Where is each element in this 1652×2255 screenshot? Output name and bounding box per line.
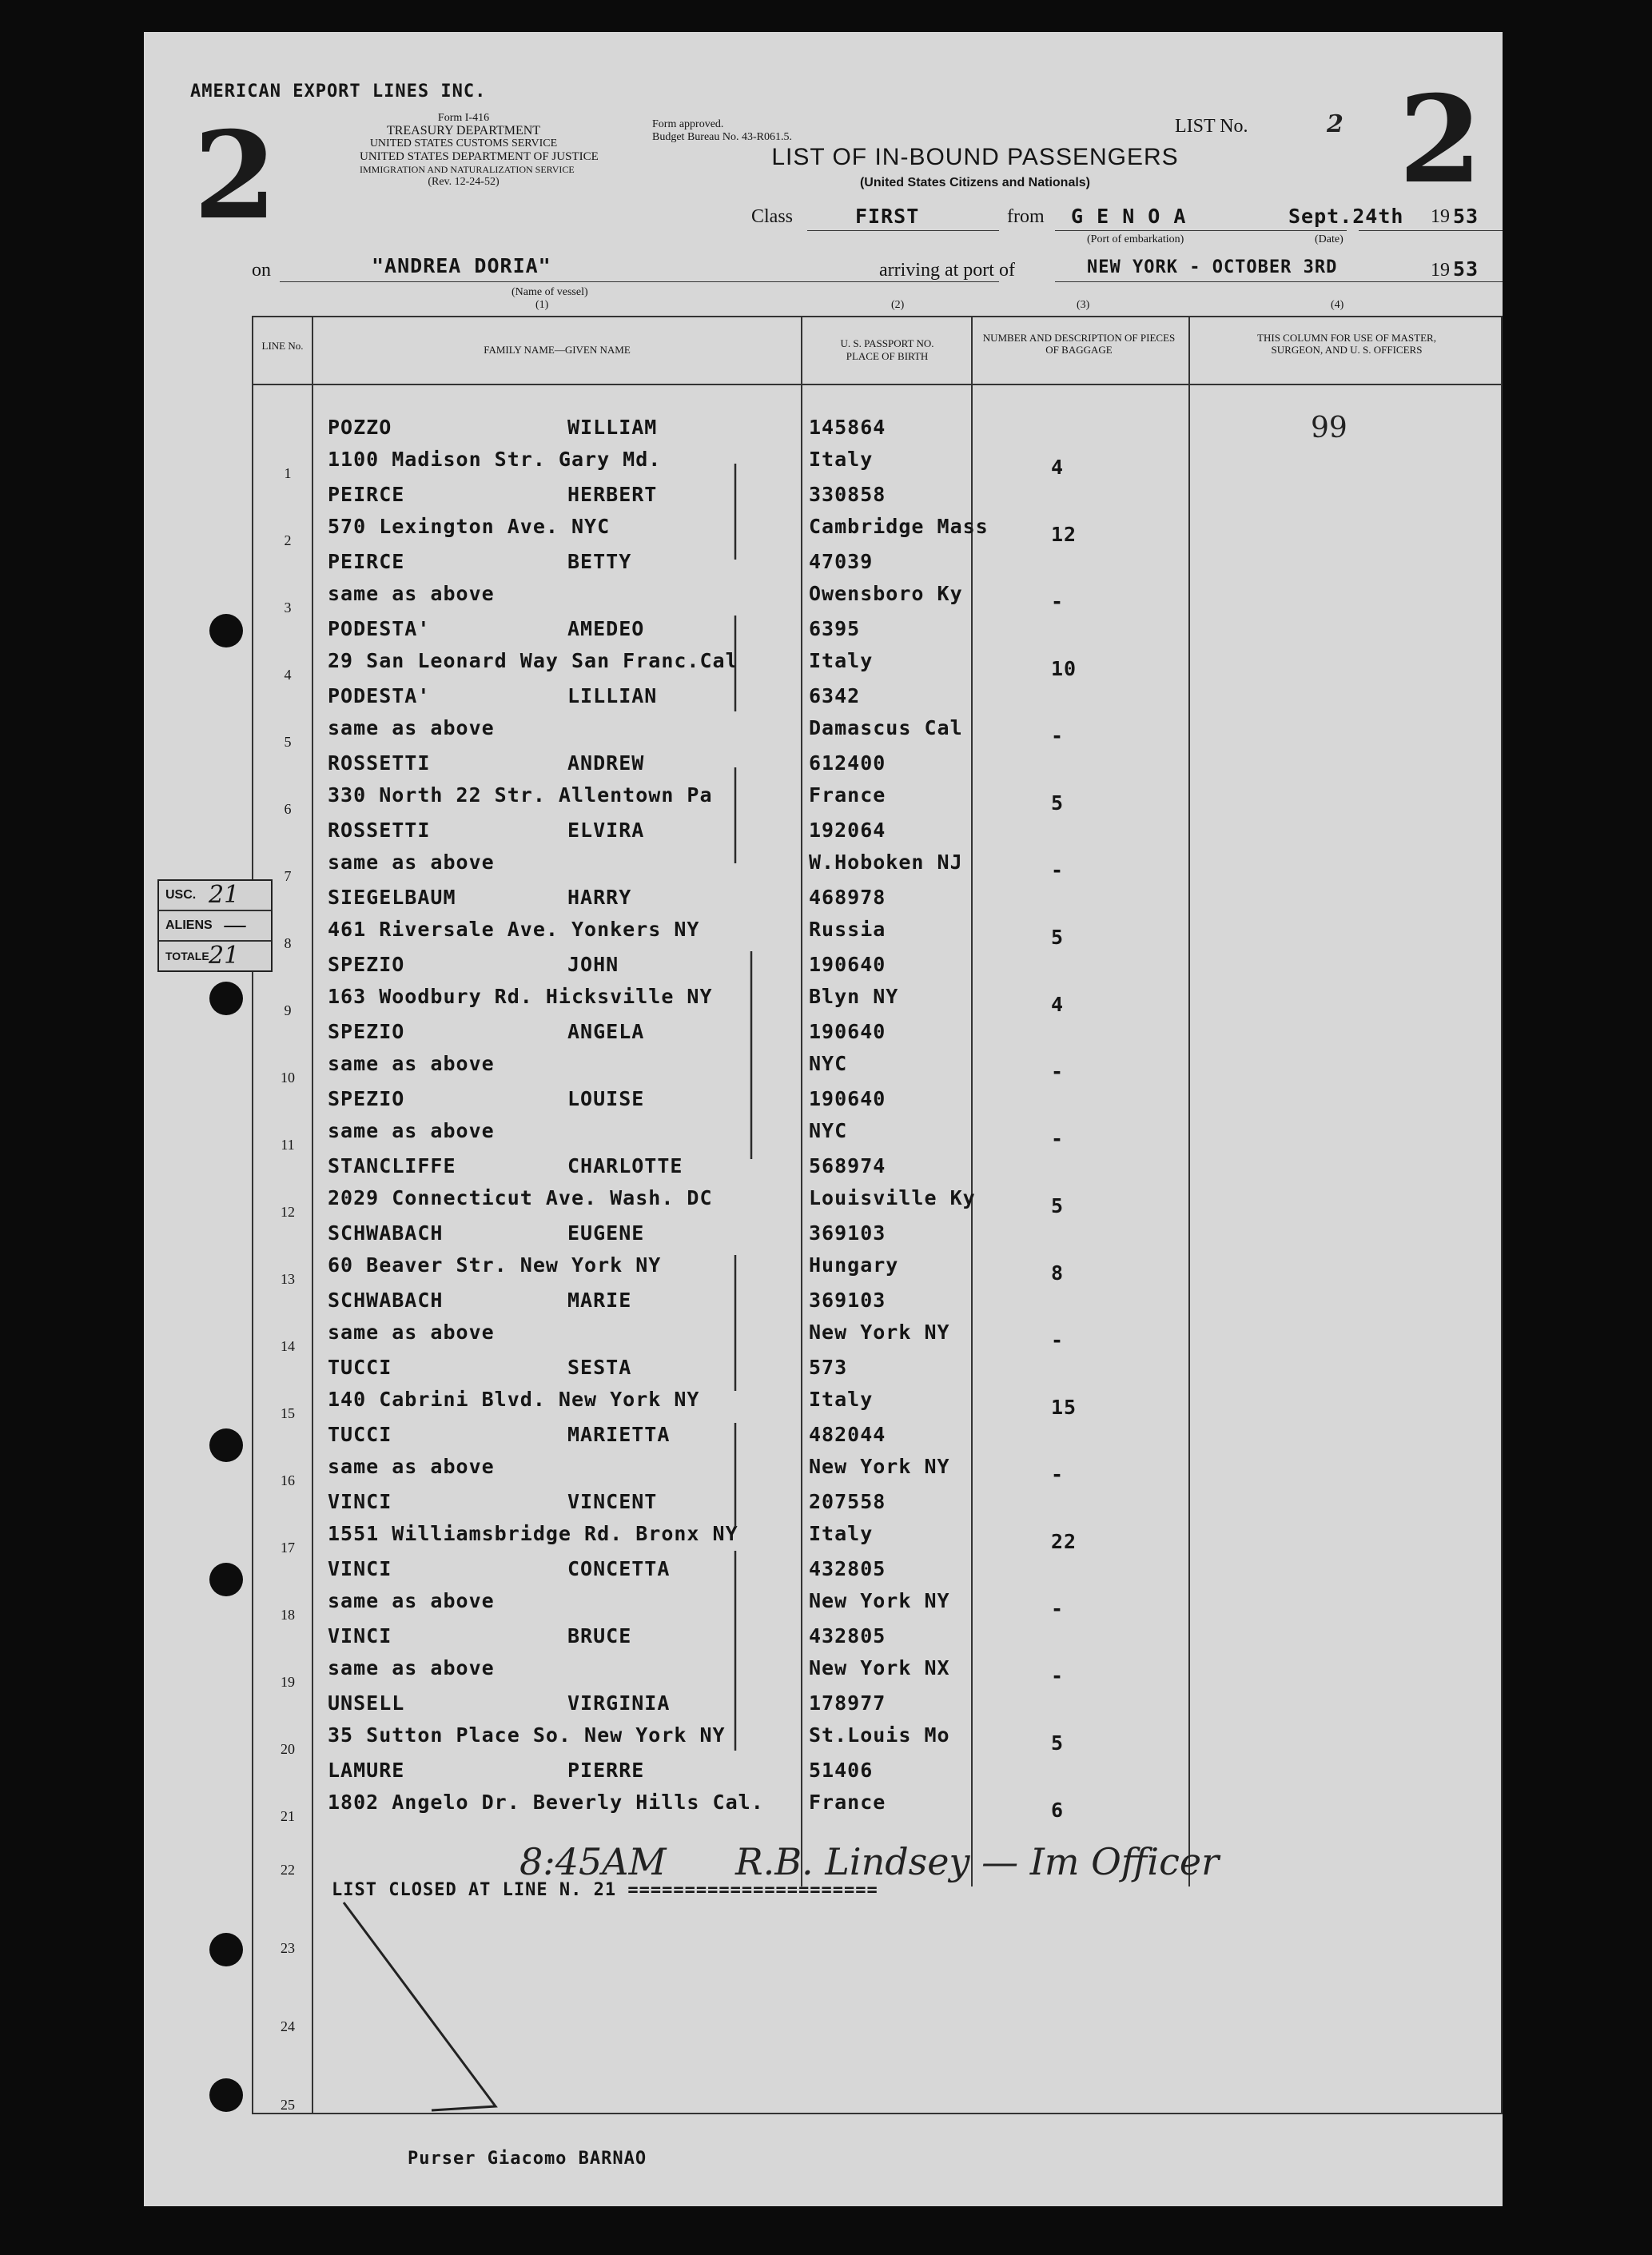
passenger-given-name: HERBERT [567,483,658,506]
line-number: 13 [281,1271,295,1287]
punch-hole [209,2078,243,2112]
punch-hole [209,614,243,647]
line-number: 12 [281,1204,295,1220]
passenger-address: 2029 Connecticut Ave. Wash. DC [328,1186,713,1209]
vessel-caption: (Name of vessel) [512,286,588,298]
line-number: 19 [281,1674,295,1690]
passenger-address: 140 Cabrini Blvd. New York NY [328,1388,700,1411]
place-of-birth: NYC [809,1052,848,1075]
approval-info: Form approved. Budget Bureau No. 43-R061.5. [652,118,792,143]
passenger-given-name: PIERRE [567,1759,645,1782]
passenger-family-name: PODESTA' [328,617,431,640]
baggage-count: - [1051,1597,1065,1620]
passport-number: 369103 [809,1221,886,1245]
passenger-family-name: PODESTA' [328,684,431,707]
list-no-label: LIST No. [1175,116,1248,137]
line-number: 5 [284,734,292,750]
baggage-count: - [1051,1329,1065,1352]
vessel-name: "ANDREA DORIA" [372,254,551,277]
arriving-label: arriving at port of [879,260,1015,281]
passport-number: 330858 [809,483,886,506]
passenger-family-name: SPEZIO [328,1087,405,1110]
passenger-address: 570 Lexington Ave. NYC [328,515,611,538]
place-of-birth: Louisville Ky [809,1186,976,1209]
place-of-birth: Russia [809,918,886,941]
officer-note: 99 [1311,412,1347,444]
passport-number: 482044 [809,1423,886,1446]
passport-number: 573 [809,1356,848,1379]
line-number: 6 [284,801,292,817]
passenger-family-name: PEIRCE [328,483,405,506]
total-count: TOTALE 21 [165,942,240,970]
passenger-family-name: TUCCI [328,1356,392,1379]
passport-number: 190640 [809,953,886,976]
line-number: 7 [284,868,292,884]
passenger-family-name: UNSELL [328,1691,405,1715]
col-divider-officers [1188,316,1190,1886]
passport-number: 190640 [809,1087,886,1110]
line-number: 10 [281,1070,295,1086]
usc-count: USC. 21 [159,881,271,911]
company-name: AMERICAN EXPORT LINES INC. [190,82,487,102]
baggage-count: 5 [1051,1731,1065,1755]
arriving-year-suffix: 53 [1453,257,1479,281]
col-header-line-no: LINE No. [261,340,304,352]
line-number: 22 [281,1862,295,1878]
passenger-family-name: LAMURE [328,1759,405,1782]
date-underline [1359,230,1503,231]
col-caption-1: (1) [535,299,549,311]
passenger-address: same as above [328,1119,495,1142]
passenger-given-name: VIRGINIA [567,1691,671,1715]
passenger-family-name: ROSSETTI [328,751,431,775]
baggage-count: 10 [1051,657,1077,680]
arriving-underline [1055,281,1503,282]
passenger-family-name: STANCLIFFE [328,1154,456,1177]
form-info: Form I-416 TREASURY DEPARTMENT UNITED STATES CUSTOMS SERVICE UNITED STATES DEPARTMENT OF JUSTICE IMMIGRATION AND NATURALIZATION SERVICE (Rev. 12-24-52) [360,112,599,188]
line-number: 21 [281,1808,295,1824]
cancel-strike [336,1894,527,2134]
passenger-given-name: MARIETTA [567,1423,671,1446]
list-no-value: 2 [1327,110,1343,138]
passenger-address: 1551 Williamsbridge Rd. Bronx NY [328,1522,738,1545]
vessel-underline [280,281,999,282]
big-number-left: 2 [193,106,277,246]
page-subtitle: (United States Citizens and Nationals) [859,176,1091,189]
baggage-count: 15 [1051,1396,1077,1419]
line-number: 14 [281,1338,295,1354]
passenger-given-name: EUGENE [567,1221,645,1245]
passenger-given-name: LILLIAN [567,684,658,707]
col-caption-2: (2) [891,299,905,311]
class-underline [807,230,999,231]
officer-signature: R.B. Lindsey — Im Officer [735,1840,1220,1883]
passport-number: 6395 [809,617,861,640]
punch-hole [209,1563,243,1596]
place-of-birth: NYC [809,1119,848,1142]
passport-number: 468978 [809,886,886,909]
passenger-given-name: BETTY [567,550,632,573]
passport-number: 6342 [809,684,861,707]
place-of-birth: France [809,783,886,807]
line-number: 8 [284,935,292,951]
place-of-birth: Damascus Cal [809,716,963,739]
from-underline [1055,230,1347,231]
aliens-count: ALIENS — [159,911,271,942]
line-number: 15 [281,1405,295,1421]
place-of-birth: Blyn NY [809,985,899,1008]
passenger-given-name: SESTA [567,1356,632,1379]
passport-number: 612400 [809,751,886,775]
place-of-birth: W.Hoboken NJ [809,851,963,874]
passenger-family-name: ROSSETTI [328,819,431,842]
arriving-value: NEW YORK - OCTOBER 3RD [1087,257,1338,277]
passenger-given-name: VINCENT [567,1490,658,1513]
passenger-address: same as above [328,1052,495,1075]
place-of-birth: New York NY [809,1321,950,1344]
passenger-address: 461 Riversale Ave. Yonkers NY [328,918,700,941]
line-number: 4 [284,667,292,683]
col-caption-3: (3) [1077,299,1090,311]
line-number: 1 [284,465,292,481]
passenger-given-name: CONCETTA [567,1557,671,1580]
punch-hole [209,1428,243,1462]
col-header-passport: U. S. PASSPORT NO. PLACE OF BIRTH [840,337,934,362]
passenger-family-name: VINCI [328,1490,392,1513]
baggage-count: 4 [1051,993,1065,1016]
col-header-officers: THIS COLUMN FOR USE OF MASTER, SURGEON, AND U. S. OFFICERS [1257,332,1436,356]
class-label: Class [751,206,794,227]
passenger-address: 163 Woodbury Rd. Hicksville NY [328,985,713,1008]
passenger-address: same as above [328,1656,495,1679]
passenger-given-name: BRUCE [567,1624,632,1647]
passenger-given-name: LOUISE [567,1087,645,1110]
closing-text: LIST CLOSED AT LINE N. 21 ====================== [332,1880,878,1900]
date-value: Sept.24th [1288,205,1404,228]
line-number: 2 [284,532,292,548]
baggage-count: - [1051,1127,1065,1150]
punch-hole [209,1933,243,1966]
baggage-count: - [1051,1463,1065,1486]
passenger-address: 29 San Leonard Way San Franc.Cal [328,649,738,672]
passenger-family-name: VINCI [328,1624,392,1647]
passenger-address: 35 Sutton Place So. New York NY [328,1723,726,1747]
col-divider-line [312,316,313,2114]
year-suffix: 53 [1453,205,1479,228]
passenger-address: 1100 Madison Str. Gary Md. [328,448,662,471]
passport-number: 190640 [809,1020,886,1043]
passenger-address: 330 North 22 Str. Allentown Pa [328,783,713,807]
baggage-count: - [1051,590,1065,613]
place-of-birth: St.Louis Mo [809,1723,950,1747]
counts-box [157,879,273,972]
port-caption: (Port of embarkation) [1087,233,1184,245]
passenger-given-name: AMEDEO [567,617,645,640]
baggage-count: - [1051,1060,1065,1083]
line-number: 11 [281,1137,295,1153]
baggage-count: 8 [1051,1261,1065,1285]
passport-number: 47039 [809,550,874,573]
purser-signature: Purser Giacomo BARNAO [408,2149,647,2169]
place-of-birth: Italy [809,448,874,471]
passport-number: 207558 [809,1490,886,1513]
place-of-birth: Italy [809,1388,874,1411]
from-value: G E N O A [1071,205,1187,228]
baggage-count: 5 [1051,1194,1065,1217]
passenger-address: same as above [328,851,495,874]
handwritten-closing-time: 8:45AM [519,1840,667,1883]
baggage-count: - [1051,724,1065,747]
line-number: 17 [281,1540,295,1556]
baggage-count: - [1051,859,1065,882]
big-number-right: 2 [1399,70,1483,210]
line-number: 25 [281,2097,295,2113]
place-of-birth: New York NY [809,1455,950,1478]
passenger-family-name: POZZO [328,416,392,439]
place-of-birth: Cambridge Mass [809,515,989,538]
passenger-given-name: ANGELA [567,1020,645,1043]
date-caption: (Date) [1315,233,1343,245]
passenger-address: same as above [328,716,495,739]
passport-number: 51406 [809,1759,874,1782]
baggage-count: - [1051,1664,1065,1687]
passenger-address: 60 Beaver Str. New York NY [328,1253,662,1277]
year-prefix: 19 [1431,206,1450,227]
line-number: 23 [281,1940,295,1956]
passenger-family-name: PEIRCE [328,550,405,573]
passenger-address: same as above [328,1455,495,1478]
header-row-divider [252,384,1503,385]
passport-number: 145864 [809,416,886,439]
line-number: 9 [284,1002,292,1018]
page-title: LIST OF IN-BOUND PASSENGERS [771,144,1179,170]
place-of-birth: New York NY [809,1589,950,1612]
baggage-count: 12 [1051,523,1077,546]
passenger-family-name: SCHWABACH [328,1221,444,1245]
arriving-year-prefix: 19 [1431,260,1450,281]
col-header-name: FAMILY NAME—GIVEN NAME [484,344,631,356]
baggage-count: 5 [1051,791,1065,815]
line-number: 18 [281,1607,295,1623]
passenger-given-name: ANDREW [567,751,645,775]
place-of-birth: Owensboro Ky [809,582,963,605]
passenger-given-name: MARIE [567,1289,632,1312]
line-number: 24 [281,2018,295,2034]
passenger-family-name: VINCI [328,1557,392,1580]
passenger-family-name: SCHWABACH [328,1289,444,1312]
manifest-page [144,32,1503,2206]
passport-number: 369103 [809,1289,886,1312]
passenger-address: same as above [328,1321,495,1344]
passport-number: 568974 [809,1154,886,1177]
passport-number: 178977 [809,1691,886,1715]
passenger-family-name: SPEZIO [328,1020,405,1043]
baggage-count: 5 [1051,926,1065,949]
passenger-given-name: WILLIAM [567,416,658,439]
col-header-baggage: NUMBER AND DESCRIPTION OF PIECES OF BAGGAGE [982,332,1176,356]
punch-hole [209,982,243,1015]
line-number: 20 [281,1741,295,1757]
col-divider-baggage [971,316,973,1886]
passenger-family-name: SIEGELBAUM [328,886,456,909]
line-number: 16 [281,1472,295,1488]
line-number: 3 [284,600,292,616]
passenger-address: same as above [328,1589,495,1612]
from-label: from [1007,206,1045,227]
place-of-birth: Italy [809,649,874,672]
passenger-family-name: SPEZIO [328,953,405,976]
family-brackets [703,464,815,1775]
passport-number: 432805 [809,1624,886,1647]
col-caption-4: (4) [1331,299,1344,311]
passenger-given-name: JOHN [567,953,619,976]
passenger-family-name: TUCCI [328,1423,392,1446]
place-of-birth: France [809,1791,886,1814]
place-of-birth: Italy [809,1522,874,1545]
place-of-birth: New York NX [809,1656,950,1679]
passenger-given-name: HARRY [567,886,632,909]
passenger-address: 1802 Angelo Dr. Beverly Hills Cal. [328,1791,764,1814]
class-value: FIRST [855,205,920,228]
passenger-address: same as above [328,582,495,605]
place-of-birth: Hungary [809,1253,899,1277]
on-label: on [252,260,271,281]
baggage-count: 4 [1051,456,1065,479]
passport-number: 192064 [809,819,886,842]
baggage-count: 22 [1051,1530,1077,1553]
passport-number: 432805 [809,1557,886,1580]
passenger-given-name: ELVIRA [567,819,645,842]
passenger-given-name: CHARLOTTE [567,1154,683,1177]
baggage-count: 6 [1051,1799,1065,1822]
